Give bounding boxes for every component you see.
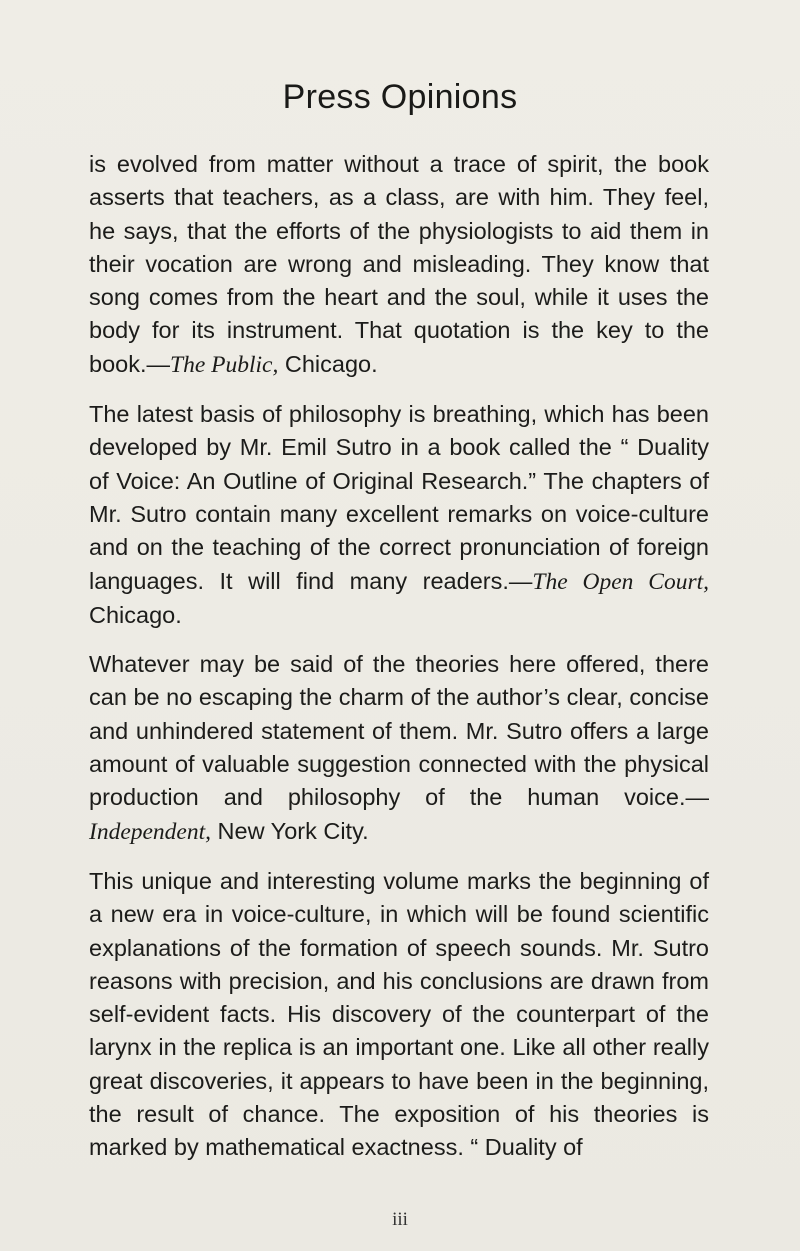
page-number: iii	[392, 1209, 408, 1230]
paragraph-unique-volume	[89, 865, 709, 1166]
paragraph-independent	[89, 648, 709, 849]
source-place: New York City.	[211, 817, 369, 844]
paragraph-public-chicago	[89, 148, 709, 382]
source-place: Chicago.	[278, 350, 378, 377]
paragraph-open-court	[89, 398, 709, 632]
source-place: Chicago.	[89, 601, 182, 628]
paragraph-text: The latest basis of philosophy is breathing, which has been developed by Mr. Emil Sutro in a book called the “ Duality of Voice: An Outline of Original Research.” The chapters of Mr. Sutro contain many excellent remarks on voice-culture and on the teaching of the correct pronunciation of foreign languages. It will find many readers.—	[89, 401, 709, 594]
source-publication: The Open Court,	[532, 568, 710, 595]
paragraph-text: is evolved from matter without a trace of spirit, the book asserts that teachers, as a class, are with him. They feel, he says, that the efforts of the physiologists to aid them in their vocation are wrong and misleading. They know that song comes from the heart and the soul, while it uses the body for its instrument. That quotation is the key to the book.—	[89, 151, 709, 377]
page-heading: Press Opinions	[282, 78, 518, 116]
source-publication: Independent,	[89, 818, 212, 845]
source-publication: The Public,	[170, 351, 279, 378]
press-opinions-body	[89, 148, 709, 1182]
paragraph-text: Whatever may be said of the theories here offered, there can be no escaping the charm of the author’s clear, concise and unhindered statement of them. Mr. Sutro offers a large amount of valuable suggestion connected with the physical production and philosophy of the human voice.—	[89, 651, 709, 811]
paragraph-text: This unique and interesting volume marks the beginning of a new era in voice-culture, in which will be found scientific explanations of the formation of speech sounds. Mr. Sutro reasons with precision, and his conclusions are drawn from self-evident facts. His discovery of the counterpart of the larynx in the replica is an important one. Like all other really great discoveries, it appears to have been in the beginning, the result of chance. The exposition of his theories is marked by mathematical exactness. “ Duality of	[89, 867, 709, 1161]
